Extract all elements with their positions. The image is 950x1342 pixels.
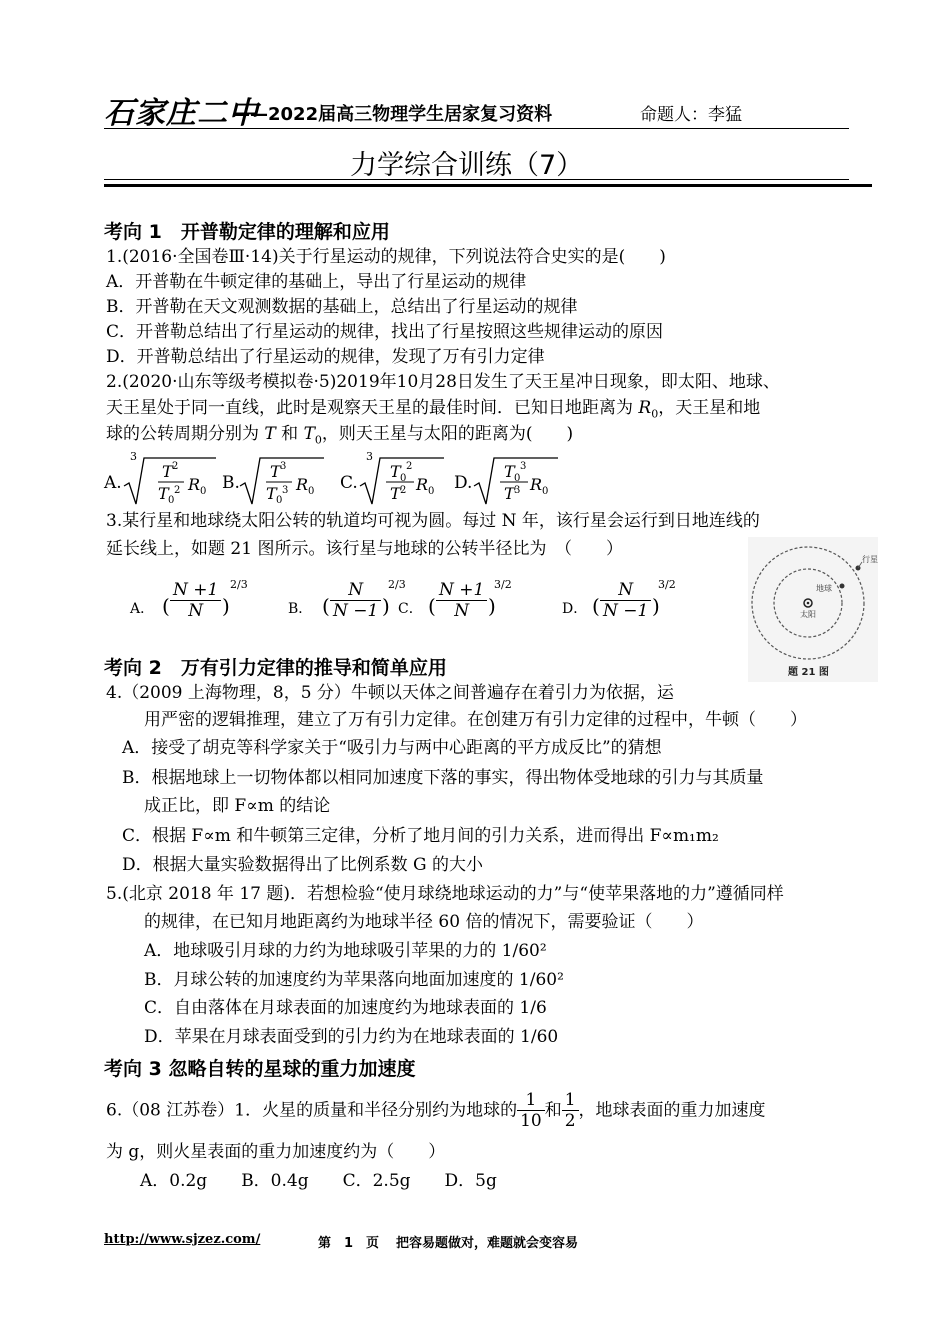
svg-text:T: T	[390, 484, 401, 503]
q3-line-1: 3.某行星和地球绕太阳公转的轨道均可视为圆。每过 N 年，该行星会运行到日地连线的	[106, 511, 760, 531]
svg-text:T: T	[504, 484, 515, 503]
q3-option-d-lparen: (	[592, 594, 600, 618]
section-1-heading: 考向 1 开普勒定律的理解和应用	[104, 221, 390, 243]
q2-option-a-formula	[120, 450, 220, 508]
q3-option-a-lparen: (	[162, 594, 170, 618]
figure-label-earth: 地球	[816, 584, 832, 593]
q2-option-d-formula	[470, 450, 560, 508]
q4-option-b-2: 成正比，即 F∝m 的结论	[144, 796, 331, 816]
q1-option-d: D．开普勒总结出了行星运动的规律，发现了万有引力定律	[106, 347, 545, 367]
svg-text:2: 2	[174, 485, 181, 496]
q2-line-2: 天王星处于同一直线，此时是观察天王星的最佳时间．已知日地距离为 $R_0$，天王星和地	[106, 398, 761, 421]
q1-option-b: B．开普勒在天文观测数据的基础上，总结出了行星运动的规律	[106, 297, 578, 317]
svg-text:T: T	[390, 462, 401, 481]
svg-text:0: 0	[200, 486, 207, 497]
q2-option-d-label: D.	[454, 473, 473, 493]
q3-option-a-exponent: 2/3	[230, 578, 248, 591]
q4-option-c: C．根据 F∝m 和牛顿第三定律，分析了地月间的引力关系，进而得出 F∝m₁m₂	[122, 826, 719, 846]
q4-option-b-1: B．根据地球上一切物体都以相同加速度下落的事实，得出物体受地球的引力与其质量	[122, 768, 764, 788]
svg-text:2: 2	[172, 461, 179, 472]
svg-text:3: 3	[130, 450, 137, 463]
svg-text:0: 0	[514, 473, 521, 484]
footer-url-link[interactable]: http://www.sjzez.com/	[104, 1232, 261, 1247]
q3-option-c-rparen: )	[488, 594, 496, 618]
svg-text:R: R	[416, 475, 429, 494]
school-logo: 石家庄二中	[104, 96, 259, 131]
author: 命题人：李猛	[640, 105, 742, 125]
q2-line-3: 球的公转周期分别为 T 和 $T_0$，则天王星与太阳的距离为( )	[106, 424, 574, 447]
q3-option-b-exponent: 2/3	[388, 578, 406, 591]
q3-option-b-label: B．	[288, 601, 313, 617]
q3-options	[130, 578, 690, 638]
q1-option-c: C．开普勒总结出了行星运动的规律，找出了行星按照这些规律运动的原因	[106, 322, 664, 342]
svg-text:2: 2	[406, 461, 413, 472]
q2-option-b-formula	[236, 450, 326, 508]
title-rule-thin	[104, 179, 849, 180]
q5-option-c: C．自由落体在月球表面的加速度约为地球表面的 1/6	[144, 998, 547, 1018]
series-title: ——2022届高三物理学生居家复习资料	[232, 104, 553, 125]
svg-text:3: 3	[280, 461, 287, 472]
q5-line-1: 5.(北京 2018 年 17 题)．若想检验“使月球绕地球运动的力”与“使苹果落地的力”遵循同样	[106, 884, 784, 904]
q5-option-d: D．苹果在月球表面受到的引力约为在地球表面的 1/60	[144, 1027, 559, 1047]
footer-page-number: 第 1 页	[318, 1236, 380, 1251]
svg-text:R: R	[530, 475, 543, 494]
q3-option-a-label: A．	[130, 601, 155, 617]
q3-option-b-lparen: (	[322, 594, 330, 618]
q4-line-1: 4.（2009 上海物理，8，5 分）牛顿以天体之间普遍存在着引力为依据，运	[106, 683, 674, 703]
svg-text:3: 3	[282, 485, 289, 496]
q3-option-a-rparen: )	[222, 594, 230, 618]
q3-option-b-rparen: )	[382, 594, 390, 618]
q2-option-c-label: C.	[340, 473, 358, 493]
q6-options: A．0.2g B．0.4g C．2.5g D．5g	[140, 1171, 497, 1191]
header-rule	[104, 128, 849, 129]
svg-text:0: 0	[400, 473, 407, 484]
q3-option-d-label: D．	[562, 601, 588, 617]
q3-option-d-exponent: 3/2	[658, 578, 676, 591]
svg-text:T: T	[270, 462, 281, 481]
q2-options	[104, 450, 564, 510]
svg-text:0: 0	[276, 495, 283, 506]
svg-text:T: T	[266, 484, 277, 503]
q1-option-a: A．开普勒在牛顿定律的基础上，导出了行星运动的规律	[106, 272, 527, 292]
page-title: 力学综合训练（7）	[350, 150, 584, 181]
q2-option-b-label: B.	[222, 473, 240, 493]
q3-orbit-figure	[748, 537, 878, 682]
q3-option-c-label: C．	[398, 601, 423, 617]
q3-option-c-exponent: 3/2	[494, 578, 512, 591]
svg-text:T: T	[504, 462, 515, 481]
figure-caption: 题 21 图	[788, 667, 829, 678]
svg-text:0: 0	[168, 495, 175, 506]
q3-option-d-rparen: )	[652, 594, 660, 618]
q4-line-2: 用严密的逻辑推理，建立了万有引力定律。在创建万有引力定律的过程中，牛顿（ ）	[144, 710, 807, 730]
q3-option-c-lparen: (	[428, 594, 436, 618]
svg-text:0: 0	[542, 486, 549, 497]
q1-stem: 1.(2016·全国卷Ⅲ·14)关于行星运动的规律，下列说法符合史实的是( )	[106, 247, 666, 267]
svg-text:T: T	[158, 484, 169, 503]
q6-line-2: 为 g，则火星表面的重力加速度约为（ ）	[106, 1142, 446, 1162]
svg-text:R: R	[188, 475, 201, 494]
figure-label-planet: 行星	[862, 555, 878, 564]
svg-text:3: 3	[366, 450, 373, 463]
q4-option-a: A．接受了胡克等科学家关于“吸引力与两中心距离的平方成反比”的猜想	[122, 738, 662, 758]
q3-option-a-fraction: $\frac{N +1}{N}$	[170, 580, 221, 621]
q2-option-a-label: A.	[104, 473, 122, 493]
q5-option-b: B．月球公转的加速度约为苹果落向地面加速度的 1/60²	[144, 970, 564, 990]
q6-line-1: 6.（08 江苏卷）1．火星的质量和半径分别约为地球的 $\frac{1}{10}$ 和 $\frac{1}{2}$ ，地球表面的重力加速度	[106, 1090, 766, 1131]
svg-text:0: 0	[428, 486, 435, 497]
svg-text:2: 2	[400, 485, 407, 496]
svg-text:3: 3	[514, 485, 521, 496]
q4-option-d: D．根据大量实验数据得出了比例系数 G 的大小	[122, 855, 484, 875]
q3-line-2: 延长线上，如题 21 图所示。该行星与地球的公转半径比为 （ ）	[106, 539, 623, 559]
section-3-heading: 考向 3 忽略自转的星球的重力加速度	[104, 1058, 416, 1080]
svg-text:T: T	[162, 462, 173, 481]
q3-option-c-fraction: $\frac{N +1}{N}$	[436, 580, 487, 621]
q3-option-b-fraction: $\frac{N}{N -1}$	[330, 580, 381, 621]
title-rule-thick	[104, 184, 872, 187]
svg-text:0: 0	[308, 486, 315, 497]
section-2-heading: 考向 2 万有引力定律的推导和简单应用	[104, 657, 447, 679]
svg-text:3: 3	[520, 461, 527, 472]
q2-line-1: 2.(2020·山东等级考模拟卷·5)2019年10月28日发生了天王星冲日现象，即太阳、地球、	[106, 372, 780, 392]
q3-option-d-fraction: $\frac{N}{N -1}$	[600, 580, 651, 621]
q2-option-c-formula	[356, 450, 446, 508]
q5-line-2: 的规律，在已知月地距离约为地球半径 60 倍的情况下，需要验证（ ）	[144, 912, 704, 932]
svg-text:R: R	[296, 475, 309, 494]
footer-motto: 把容易题做对，难题就会变容易	[396, 1236, 579, 1251]
q5-option-a: A．地球吸引月球的力约为地球吸引苹果的力的 1/60²	[144, 941, 547, 961]
figure-label-sun: 太阳	[800, 610, 816, 619]
